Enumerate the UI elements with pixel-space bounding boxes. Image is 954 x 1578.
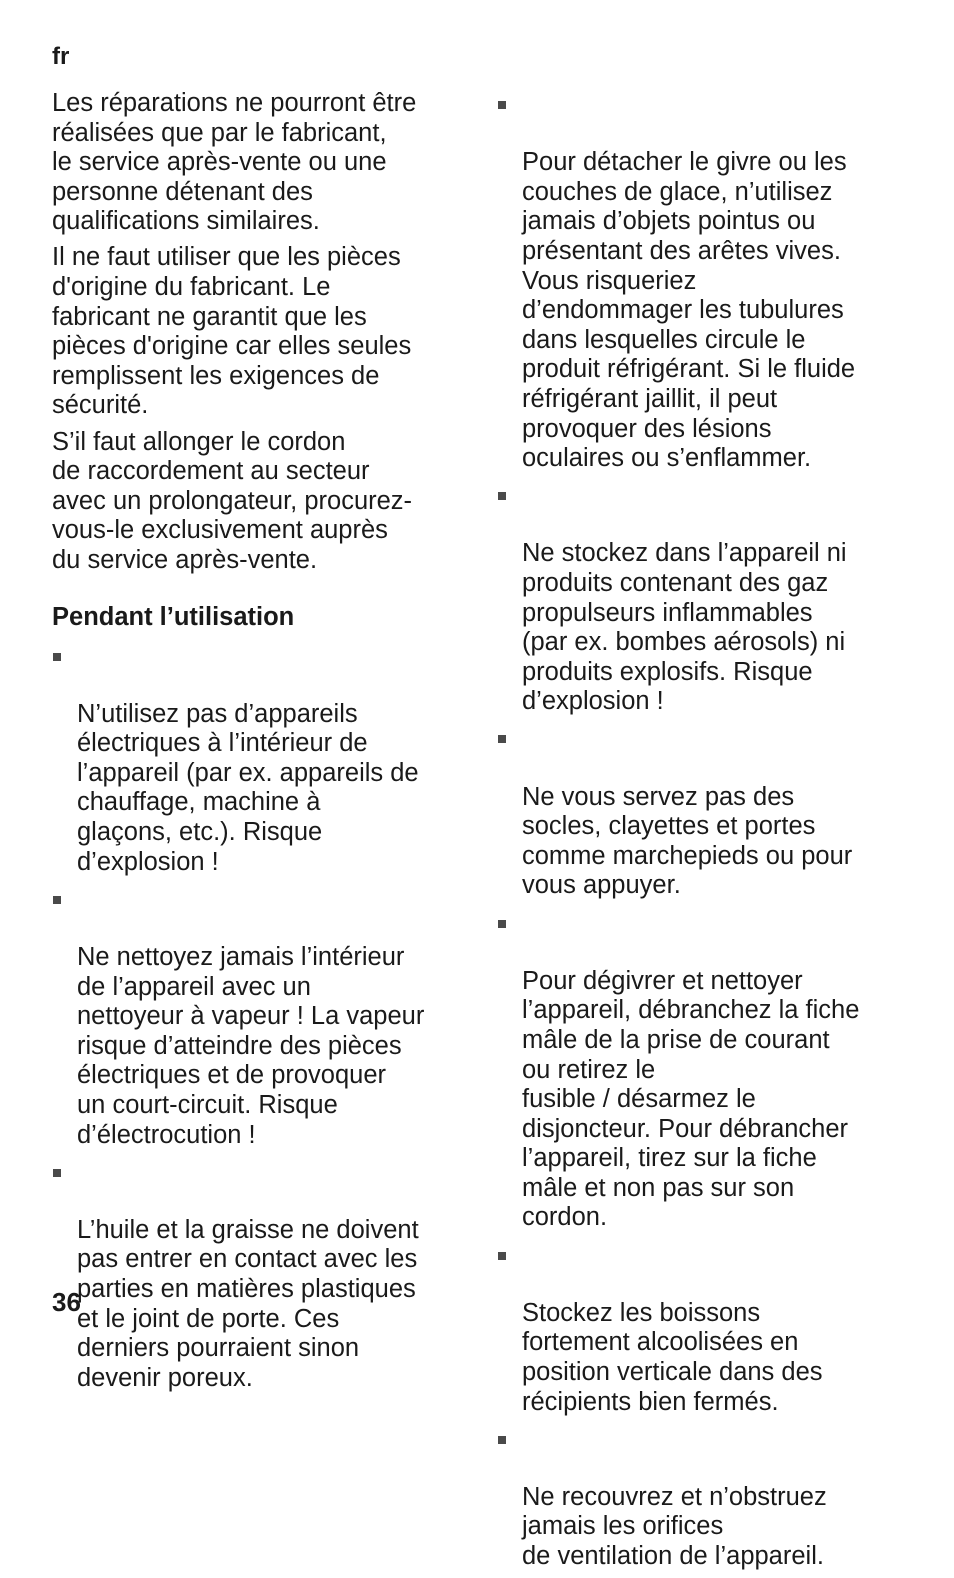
- square-bullet-icon: [498, 1252, 506, 1260]
- list-item-text: Stockez les boissons fortement alcoolisées en position verticale dans des récipients bien fermés.: [522, 1298, 823, 1416]
- list-item: [52, 884, 462, 1150]
- section-heading: Pendant l’utilisation: [52, 602, 295, 631]
- list-item: [497, 908, 907, 1234]
- paragraph-repairs: Les réparations ne pourront être réalisées que par le fabricant, le service après-vente ou une personne détenant des qualifications similaires.: [52, 89, 417, 236]
- square-bullet-icon: [498, 920, 506, 928]
- list-item: [52, 1157, 462, 1394]
- list-item-text: Pour dégivrer et nettoyer l’appareil, débranchez la fiche mâle de la prise de courant ou retirez le fusible / désarmez le disjoncteur. Pour débrancher l’appareil, tirez sur la fiche mâle et non pas sur son cordon.: [522, 966, 860, 1232]
- list-item-text: Ne stockez dans l’appareil ni produits contenant des gaz propulseurs inflammables (par ex. bombes aérosols) ni produits explosifs. Risque d’explosion !: [522, 539, 847, 716]
- page-number: 36: [52, 1287, 81, 1317]
- language-code: fr: [52, 43, 70, 70]
- list-item-text: N’utilisez pas d’appareils électriques à l’intérieur de l’appareil (par ex. appareils de chauffage, machine à glaçons, etc.). Risque d’explosion !: [77, 699, 419, 876]
- square-bullet-icon: [53, 896, 61, 904]
- left-column: [52, 89, 462, 1400]
- list-item-text: Pour détacher le givre ou les couches de glace, n’utilisez jamais d’objets pointus ou présentant des arêtes vives. Vous risqueriez d’endommager les tubulures dans lesquelles circule le produit réfrigérant. Si le fluide réfrigérant jaillit, il peut provoquer des lésions oculaires ou s’enflammer.: [522, 148, 856, 473]
- square-bullet-icon: [53, 653, 61, 661]
- square-bullet-icon: [498, 1436, 506, 1444]
- list-item-text: Ne vous servez pas des socles, clayettes et portes comme marchepieds ou pour vous appuyer.: [522, 782, 853, 900]
- list-item: [497, 1240, 907, 1418]
- list-item: [497, 1424, 907, 1572]
- square-bullet-icon: [53, 1169, 61, 1177]
- square-bullet-icon: [498, 735, 506, 743]
- right-column: [497, 89, 907, 1578]
- list-item-text: Ne nettoyez jamais l’intérieur de l’appareil avec un nettoyeur à vapeur ! La vapeur risque d’atteindre des pièces électriques et de provoquer un court-circuit. Risque d’électrocution !: [77, 942, 425, 1149]
- square-bullet-icon: [498, 492, 506, 500]
- paragraph-original-parts: Il ne faut utiliser que les pièces d'origine du fabricant. Le fabricant ne garantit que les pièces d'origine car elles seules remplissent les exigences de sécurité.: [52, 243, 412, 420]
- list-item: [497, 480, 907, 717]
- list-item: [497, 89, 907, 474]
- list-item-text: L’huile et la graisse ne doivent pas entrer en contact avec les parties en matières plastiques et le joint de porte. Ces derniers pourraient sinon devenir poreux.: [77, 1215, 419, 1392]
- square-bullet-icon: [498, 101, 506, 109]
- list-item: [497, 723, 907, 901]
- list-item: [52, 641, 462, 878]
- paragraph-extension-cord: S’il faut allonger le cordon de raccordement au secteur avec un prolongateur, procurez- vous-le exclusivement auprès du service après-vente.: [52, 427, 413, 574]
- list-item-text: Ne recouvrez et n’obstruez jamais les orifices de ventilation de l’appareil.: [522, 1482, 827, 1570]
